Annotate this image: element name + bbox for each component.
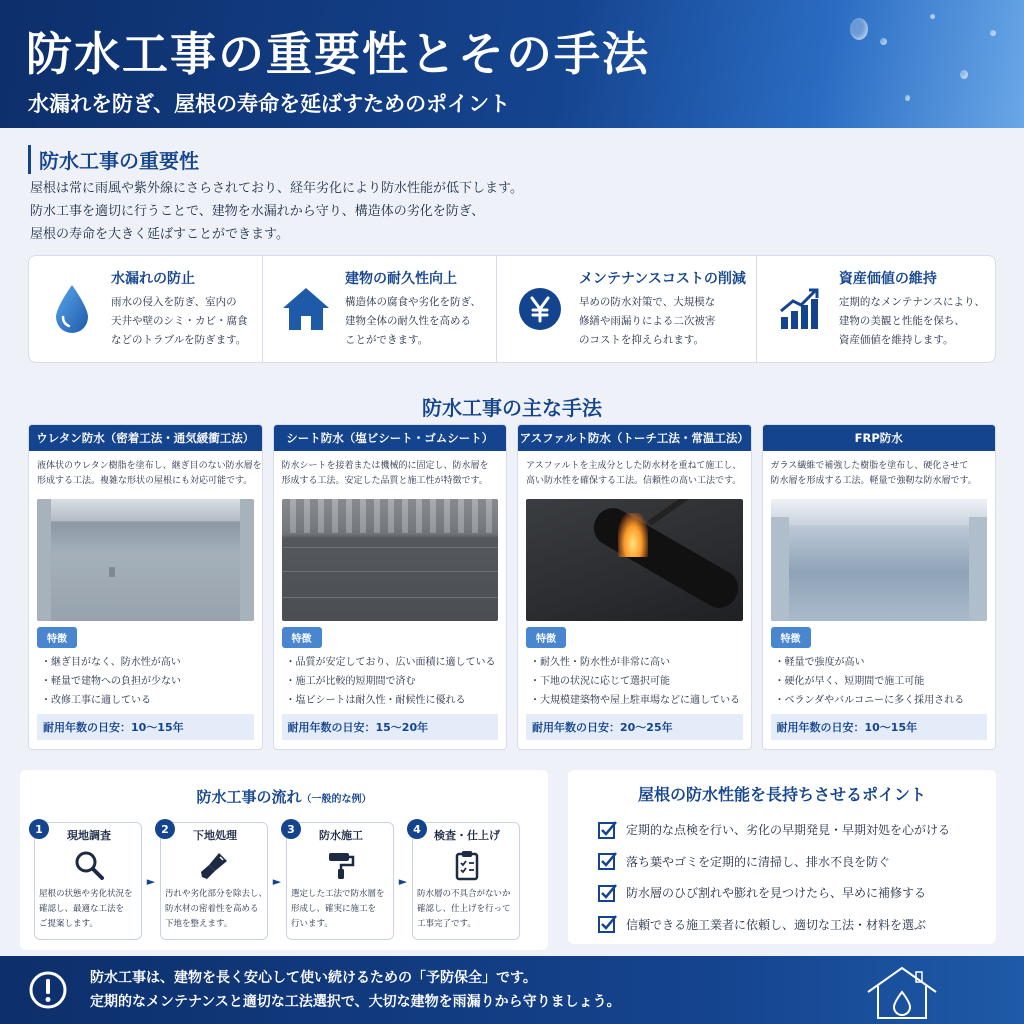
footer-banner — [0, 956, 1024, 1024]
method-name: FRP防水 — [763, 425, 996, 451]
feature-list — [518, 651, 751, 710]
checkbox-checked-icon — [598, 883, 618, 903]
method-desc-line: 形成する工法。安定した品質と施工性が特徴です。 — [281, 476, 488, 486]
water-drop-decoration — [930, 14, 935, 19]
exclamation-icon — [28, 970, 68, 1010]
flow-step — [286, 822, 394, 940]
checkbox-checked-icon — [598, 914, 618, 934]
flow-panel — [20, 770, 548, 950]
step-desc-line: 行います。 — [291, 919, 333, 929]
benefit-text: のコストを抑えられます。 — [578, 334, 705, 346]
benefit-text: ことができます。 — [344, 334, 429, 346]
feature-list — [29, 651, 262, 710]
water-drop-decoration — [960, 70, 968, 79]
benefit-text: 天井や壁のシミ・カビ・腐食 — [111, 315, 248, 327]
step-desc-line: 選定した工法で防水層を — [291, 889, 385, 899]
method-card-frp — [762, 424, 997, 750]
feature-item: ・軽量で建物への負担が少ない — [41, 676, 181, 687]
benefit-text: 構造体の腐食や劣化を防ぎ、 — [344, 296, 482, 308]
step-desc-line: 工事完了です。 — [417, 919, 476, 929]
method-name: アスファルト防水（トーチ工法・常温工法） — [518, 425, 751, 451]
sheet-roof-photo — [282, 499, 499, 621]
method-desc-line: 防水層を形成する工法。軽量で強靭な防水層です。 — [770, 476, 977, 486]
footer-line: 防水工事は、建物を長く安心して使い続けるための「予防保全」です。 — [90, 970, 537, 986]
point-item — [598, 846, 950, 878]
benefit-title: 水漏れの防止 — [111, 271, 195, 287]
feature-item: ・耐久性・防水性が非常に高い — [530, 657, 670, 668]
step-number: 4 — [407, 819, 427, 839]
step-desc-line: 確認し、仕上げを行って — [417, 904, 511, 914]
method-name: ウレタン防水（密着工法・通気緩衝工法） — [29, 425, 262, 451]
flow-step — [160, 822, 268, 940]
benefit-text: 修繕や雨漏りによる二次被害 — [578, 315, 716, 327]
flow-step — [412, 822, 520, 940]
feature-item: ・施工が比較的短期間で済む — [285, 676, 416, 687]
header-banner — [0, 0, 1024, 128]
feature-item: ・改修工事に適している — [41, 695, 151, 706]
benefit-text: 建物の美観と性能を保ち、 — [838, 315, 965, 327]
house-drop-icon — [862, 964, 942, 1020]
roller-icon — [323, 847, 359, 883]
importance-line: 防水工事を適切に行うことで、建物を水漏れから守り、構造体の劣化を防ぎ、 — [30, 204, 485, 219]
benefit-text: 建物全体の耐久性を高める — [344, 315, 471, 327]
feature-item: ・塩ビシートは耐久性・耐候性に優れる — [285, 695, 466, 706]
chevron-right-icon: ► — [272, 874, 282, 888]
durability-label: 耐用年数の日安：10〜15年 — [37, 714, 254, 740]
feature-item: ・軽量で強度が高い — [774, 657, 865, 668]
step-name: 下地処理 — [193, 829, 237, 842]
method-name: シート防水（塩ビシート・ゴムシート） — [274, 425, 507, 451]
step-desc-line: ご提案します。 — [39, 919, 98, 929]
feature-item: ・大規模建築物や屋上駐車場などに適している — [530, 695, 740, 706]
benefit-text: などのトラブルを防ぎます。 — [111, 334, 247, 346]
feature-item: ・下地の状況に応じて選択可能 — [530, 676, 670, 687]
step-name: 現地調査 — [67, 829, 111, 842]
step-name: 検査・仕上げ — [434, 829, 500, 842]
brush-icon — [197, 847, 233, 883]
feature-item: ・硬化が早く、短期間で施工可能 — [774, 676, 925, 687]
method-desc-line: 防水シートを接着または機械的に固定し、防水層を — [281, 461, 489, 471]
point-text: 信頼できる施工業者に依頼し、適切な工法・材料を選ぶ — [626, 917, 927, 932]
durability-label: 耐用年数の日安：15〜20年 — [282, 714, 499, 740]
feature-item: ・継ぎ目がなく、防水性が高い — [41, 657, 181, 668]
benefit-text: 早めの防水対策で、大規模な — [578, 296, 716, 308]
step-name: 防水施工 — [319, 829, 363, 842]
points-title: 屋根の防水性能を長持ちさせるポイント — [637, 785, 926, 804]
points-panel — [568, 770, 996, 944]
step-number: 2 — [155, 819, 175, 839]
feature-label: 特徴 — [37, 627, 77, 648]
step-number: 3 — [281, 819, 301, 839]
page-title: 防水工事の重要性とその手法 — [26, 27, 650, 81]
benefit-text: 定期的なメンテナンスにより、 — [838, 296, 985, 308]
durability-label: 耐用年数の日安：20〜25年 — [526, 714, 743, 740]
step-desc-line: 確認し、最適な工法を — [39, 904, 125, 914]
point-text: 防水層のひび割れや膨れを見つけたら、早めに補修する — [626, 886, 927, 901]
importance-title: 防水工事の重要性 — [28, 145, 199, 174]
feature-label: 特徴 — [526, 627, 566, 648]
method-desc-line: 高い防水性を確保する工法。信頼性の高い工法です。 — [526, 476, 742, 486]
feature-item: ・ベランダやバルコニーに多く採用される — [774, 695, 965, 706]
step-desc — [165, 887, 267, 932]
point-item — [598, 909, 950, 941]
feature-item: ・品質が安定しており、広い面積に適している — [285, 657, 496, 668]
water-drop-decoration — [880, 38, 887, 45]
step-desc-line: 防水材の密着性を高める — [165, 904, 259, 914]
benefit-card — [757, 256, 995, 362]
method-desc — [763, 451, 996, 499]
point-text: 落ち葉やゴミを定期的に清掃し、排水不良を防ぐ — [626, 854, 891, 869]
step-desc — [417, 887, 519, 932]
water-drop-decoration — [990, 30, 996, 36]
benefit-card — [29, 256, 263, 362]
feature-label: 特徴 — [282, 627, 322, 648]
step-desc — [39, 887, 141, 932]
step-desc-line: 下地を整えます。 — [165, 919, 233, 929]
method-desc-line: 液体状のウレタン樹脂を塗布し、継ぎ目のない防水層を — [37, 461, 262, 471]
checkbox-checked-icon — [598, 851, 618, 871]
benefit-text: 雨水の侵入を防ぎ、室内の — [111, 296, 237, 308]
urethane-roof-photo — [37, 499, 254, 621]
step-desc-line: 形成し、確実に施工を — [291, 904, 377, 914]
point-item — [598, 814, 950, 846]
importance-line: 屋根の寿命を大きく延ばすことができます。 — [30, 227, 289, 242]
benefit-title: 建物の耐久性向上 — [344, 271, 457, 287]
feature-label: 特徴 — [771, 627, 811, 648]
method-card-urethane — [28, 424, 263, 750]
step-desc-line: 汚れや劣化部分を除去し、 — [165, 889, 268, 899]
flow-step — [34, 822, 142, 940]
chevron-right-icon: ► — [398, 874, 408, 888]
flow-title — [20, 786, 548, 807]
flow-subtitle: （一般的な例） — [301, 794, 372, 805]
water-drop-decoration — [905, 95, 910, 101]
asphalt-torch-photo — [526, 499, 743, 621]
durability-label: 耐用年数の日安：10〜15年 — [771, 714, 988, 740]
page-subtitle: 水漏れを防ぎ、屋根の寿命を延ばすためのポイント — [28, 92, 511, 116]
water-drop-decoration — [850, 18, 868, 40]
method-desc — [274, 451, 507, 499]
footer-line: 定期的なメンテナンスと適切な工法選択で、大切な建物を雨漏りから守りましょう。 — [90, 994, 621, 1010]
step-desc — [291, 887, 393, 932]
clipboard-icon — [449, 847, 485, 883]
step-number: 1 — [29, 819, 49, 839]
frp-balcony-photo — [771, 499, 988, 621]
step-desc-line: 防水層の不具合がないか — [417, 889, 511, 899]
methods-title: 防水工事の主な手法 — [422, 396, 602, 420]
method-card-sheet — [273, 424, 508, 750]
checkbox-checked-icon — [598, 820, 618, 840]
importance-line: 屋根は常に雨風や紫外線にさらされており、経年劣化により防水性能が低下します。 — [30, 181, 523, 196]
benefit-card — [263, 256, 497, 362]
benefit-card — [497, 256, 757, 362]
growth-chart-icon — [771, 280, 829, 338]
method-desc — [29, 451, 262, 499]
points-list — [598, 814, 950, 940]
method-desc — [518, 451, 751, 499]
point-text: 定期的な点検を行い、劣化の早期発見・早期対処を心がける — [626, 823, 951, 838]
footer-text — [90, 966, 621, 1014]
benefits-panel — [28, 255, 996, 363]
methods-grid — [28, 424, 996, 750]
chevron-right-icon: ► — [146, 874, 156, 888]
house-icon — [277, 280, 335, 338]
point-item — [598, 877, 950, 909]
method-card-asphalt — [517, 424, 752, 750]
step-desc-line: 屋根の状態や劣化状況を — [39, 889, 133, 899]
feature-list — [763, 651, 996, 710]
method-desc-line: ガラス繊維で補強した樹脂を塗布し、硬化させて — [770, 461, 969, 471]
feature-list — [274, 651, 507, 710]
magnifier-icon — [71, 847, 107, 883]
method-desc-line: 形成する工法。複雑な形状の屋根にも対応可能です。 — [37, 476, 253, 486]
flow-steps — [34, 822, 520, 940]
method-desc-line: アスファルトを主成分とした防水材を重ねて施工し、 — [526, 461, 742, 471]
benefit-title: メンテナンスコストの削減 — [578, 271, 746, 287]
benefit-title: 資産価値の維持 — [838, 271, 937, 287]
flow-title-text: 防水工事の流れ — [196, 788, 302, 806]
benefit-text: 資産価値を維持します。 — [838, 334, 954, 346]
yen-icon — [511, 280, 569, 338]
water-drop-icon — [43, 280, 101, 338]
importance-text — [30, 177, 990, 246]
